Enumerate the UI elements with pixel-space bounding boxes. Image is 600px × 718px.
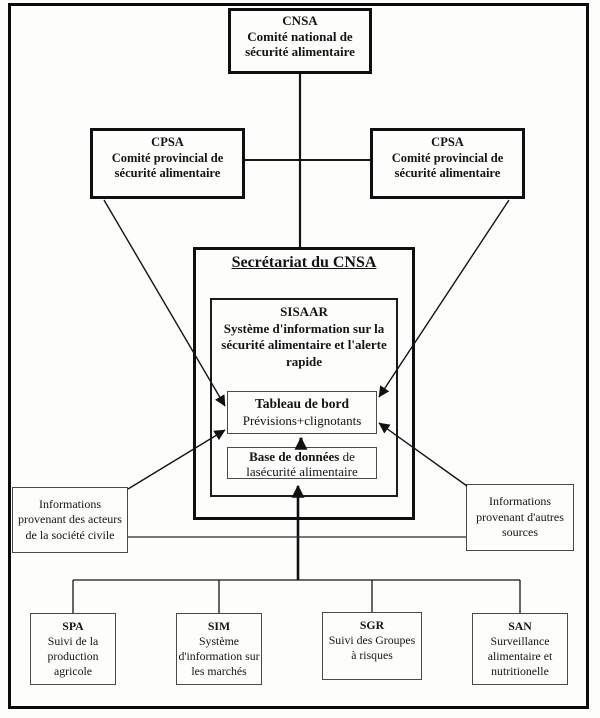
sim-acronym: SIM [207, 619, 231, 633]
tableau-subtitle: Prévisions+clignotants [242, 413, 362, 428]
base-de-donnees-box [227, 447, 377, 479]
info-left-line3: de la société civile [25, 527, 115, 542]
cnsa-acronym: CNSA [282, 13, 318, 28]
info-civil-society-box [12, 487, 128, 553]
sgr-acronym: SGR [359, 618, 385, 632]
spa-acronym: SPA [62, 619, 84, 633]
info-right-line2: provenant d'autres [476, 509, 564, 524]
cpsa-right-line2: sécurité alimentaire [394, 166, 501, 180]
spa-box [30, 613, 116, 685]
info-left-line2: provenant des acteurs [18, 512, 122, 527]
cnsa-box [228, 8, 372, 74]
info-right-line3: sources [502, 525, 538, 540]
spa-line2: production [47, 649, 99, 663]
spa-line1: Suivi de la [47, 634, 99, 648]
sim-line1: Système [199, 634, 239, 648]
sisaar-line2: sécurité alimentaire et l'alerte [221, 337, 387, 352]
spa-line3: agricole [54, 664, 92, 678]
sisaar-acronym: SISAAR [280, 304, 328, 319]
sgr-box [322, 612, 422, 680]
san-line1: Surveillance [490, 634, 550, 648]
sisaar-line1: Système d'information sur la [223, 320, 385, 336]
cpsa-left-line1: Comité provincial de [111, 150, 224, 165]
san-line2: alimentaire et [487, 649, 553, 663]
tableau-title: Tableau de bord [254, 396, 350, 411]
base-title-rest: de la [246, 449, 355, 479]
cnsa-label-line1: Comité national de [247, 28, 353, 44]
secretariat-title: Secrétariat du CNSA [231, 254, 377, 271]
cpsa-left-acronym: CPSA [151, 135, 184, 149]
san-acronym: SAN [508, 619, 532, 633]
base-title-bold: Base de données [249, 449, 340, 464]
info-other-sources-box [466, 484, 574, 551]
info-right-line1: Informations [489, 494, 551, 509]
san-box [472, 613, 568, 685]
info-left-line1: Informations [39, 496, 101, 511]
san-line3: nutritionelle [491, 664, 549, 678]
sim-line2: d'information sur [178, 649, 260, 663]
cpsa-left-box [90, 128, 245, 199]
base-line2: sécurité alimentaire [255, 464, 358, 479]
cpsa-right-line1: Comité provincial de [391, 150, 504, 165]
sgr-line1: Suivi des Groupes [328, 633, 416, 647]
cnsa-label-line2: sécurité alimentaire [245, 44, 355, 59]
tableau-de-bord-box [227, 391, 377, 434]
sim-line3: les marchés [191, 664, 247, 678]
sgr-line2: à risques [351, 648, 393, 662]
cpsa-left-line2: sécurité alimentaire [114, 166, 221, 180]
sisaar-line3: rapide [285, 353, 323, 369]
cpsa-right-acronym: CPSA [431, 135, 464, 149]
sim-box [176, 613, 262, 685]
cpsa-right-box [370, 128, 525, 199]
